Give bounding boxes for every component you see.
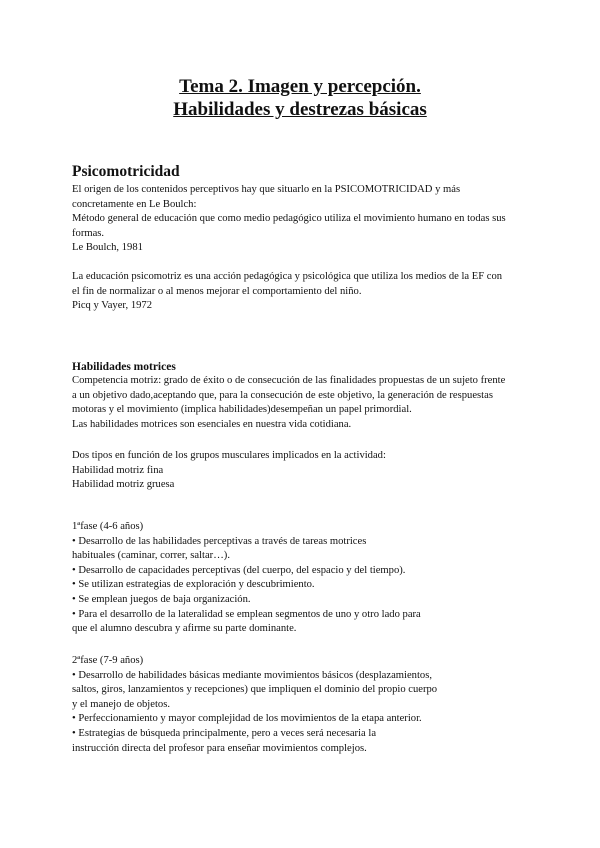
paragraph-line: El origen de los contenidos perceptivos hay que situarlo en la PSICOMOTRICIDAD y más	[72, 184, 461, 195]
list-item: • Desarrollo de capacidades perceptivas (del cuerpo, del espacio y del tiempo).	[72, 564, 406, 576]
section-fase-2	[72, 654, 542, 756]
paragraph-educacion-psicomotriz	[72, 270, 542, 314]
section-psicomotricidad	[72, 163, 542, 256]
list-item: • Desarrollo de las habilidades perceptivas a través de tareas motrices	[72, 535, 367, 547]
phase-heading: 2ªfase (7-9 años)	[72, 655, 144, 666]
paragraph-line: a un objetivo dado,aceptando que, para la consecución de este objetivo, la generación de respuestas	[72, 389, 493, 401]
list-item: Habilidad motriz fina	[72, 464, 164, 476]
citation: Le Boulch, 1981	[72, 242, 143, 254]
section-fase-1	[72, 520, 542, 637]
paragraph-line: La educación psicomotriz es una acción pedagógica y psicológica que utiliza los medios de la EF con	[72, 271, 503, 282]
paragraph-line: concretamente en Le Boulch:	[72, 198, 197, 210]
list-item: • Perfeccionamiento y mayor complejidad de los movimientos de la etapa anterior.	[72, 713, 422, 725]
list-item: • Desarrollo de habilidades básicas mediante movimientos básicos (desplazamientos,	[72, 669, 432, 681]
paragraph-line: Las habilidades motrices son esenciales en nuestra vida cotidiana.	[72, 418, 352, 430]
section-heading-psicomotricidad: Psicomotricidad	[72, 163, 180, 180]
paragraph-line: Competencia motriz: grado de éxito o de consecución de las finalidades propuestas de un sujeto frente	[72, 375, 506, 386]
paragraph-line: Dos tipos en función de los grupos musculares implicados en la actividad:	[72, 450, 386, 461]
paragraph-line: Método general de educación que como medio pedagógico utiliza el movimiento humano en todas sus	[72, 213, 506, 225]
list-item: • Para el desarrollo de la lateralidad se emplean segmentos de uno y otro lado para	[72, 608, 421, 620]
paragraph-line: el fin de normalizar o al menos mejorar el comportamiento del niño.	[72, 285, 362, 297]
list-item: saltos, giros, lanzamientos y recepciones) que impliquen el dominio del propio cuerpo	[72, 684, 438, 696]
list-item: • Estrategias de búsqueda principalmente, pero a veces será necesaria la	[72, 727, 377, 739]
list-item: habituales (caminar, correr, saltar…).	[72, 550, 230, 562]
list-item: y el manejo de objetos.	[72, 698, 170, 710]
section-heading-habilidades-motrices: Habilidades motrices	[72, 361, 176, 373]
list-item: • Se utilizan estrategias de exploración y descubrimiento.	[72, 579, 315, 591]
list-item: que el alumno descubra y afirme su parte dominante.	[72, 623, 297, 635]
paragraph-tipos-habilidad	[72, 449, 542, 493]
paragraph-line: motoras y el movimiento (implica habilidades)desempeñan un papel primordial.	[72, 404, 412, 416]
list-item: instrucción directa del profesor para enseñar movimientos complejos.	[72, 742, 367, 754]
citation: Picq y Vayer, 1972	[72, 300, 153, 312]
document-title-line-2: Habilidades y destrezas básicas	[173, 99, 427, 120]
paragraph-line: formas.	[72, 227, 105, 239]
list-item: • Se emplean juegos de baja organización.	[72, 593, 251, 605]
section-habilidades-motrices	[72, 360, 542, 432]
phase-heading: 1ªfase (4-6 años)	[72, 521, 144, 532]
list-item: Habilidad motriz gruesa	[72, 479, 175, 491]
document-title-line-1: Tema 2. Imagen y percepción.	[179, 76, 421, 97]
